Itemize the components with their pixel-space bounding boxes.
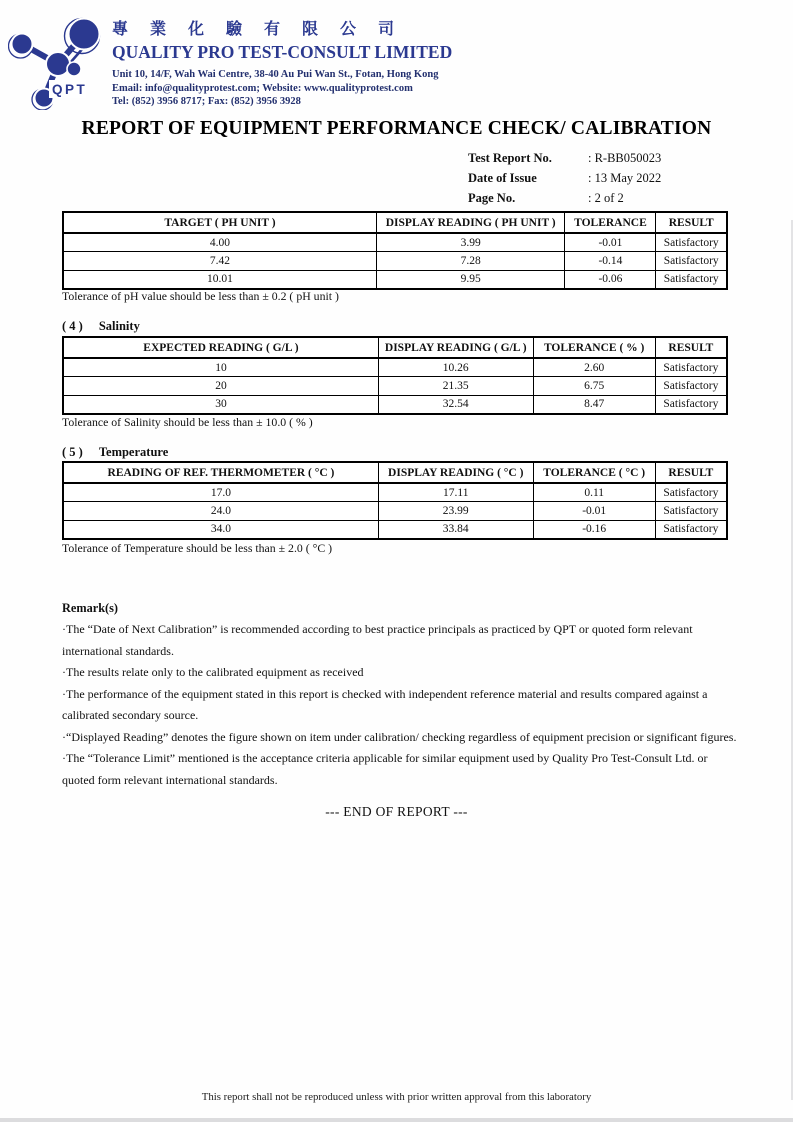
column-header: TOLERANCE ( % ) xyxy=(533,337,655,358)
remark-item: ·The “Date of Next Calibration” is recommended according to best practice principals as practiced by QPT or quoted form relevant international standards. xyxy=(62,622,693,658)
column-header: TOLERANCE ( °C ) xyxy=(533,462,655,483)
column-header: READING OF REF. THERMOMETER ( °C ) xyxy=(63,462,378,483)
company-address: Unit 10, 14/F, Wah Wai Centre, 38-40 Au Pui Wan St., Fotan, Hong Kong xyxy=(112,69,439,80)
ph-calibration-table xyxy=(62,211,728,290)
table-row xyxy=(63,270,727,289)
remark-item: ·The performance of the equipment stated in this report is checked with independent reference material and results compared against a calibrated secondary source. xyxy=(62,686,708,722)
logo-text: QPT xyxy=(52,82,88,97)
table-row xyxy=(63,502,727,521)
table-cell: 10.26 xyxy=(378,358,533,377)
table-cell: Satisfactory xyxy=(655,377,727,396)
section-title: Salinity xyxy=(98,319,140,333)
column-header: DISPLAY READING ( G/L ) xyxy=(378,337,533,358)
table-cell: Satisfactory xyxy=(655,395,727,414)
table-cell: 21.35 xyxy=(378,377,533,396)
company-tel-fax: Tel: (852) 3956 8717; Fax: (852) 3956 3928 xyxy=(112,96,301,107)
remark-item: ·The “Tolerance Limit” mentioned is the acceptance criteria applicable for similar equipment used by Quality Pro Test-Consult Ltd. or quoted form relevant international standards. xyxy=(62,751,708,787)
table-cell: 9.95 xyxy=(376,270,565,289)
table-cell: 2.60 xyxy=(533,358,655,377)
company-email-website: Email: info@qualityprotest.com; Website: www.qualityprotest.com xyxy=(112,82,413,94)
ph-tolerance-footnote: Tolerance of pH value should be less than ± 0.2 ( pH unit ) xyxy=(62,289,339,303)
report-info-row xyxy=(468,168,661,188)
table-cell: 4.00 xyxy=(63,233,376,252)
report-info xyxy=(468,148,661,208)
column-header: RESULT xyxy=(655,462,727,483)
table-header-row xyxy=(63,462,727,483)
column-header: TOLERANCE xyxy=(565,212,656,233)
salinity-section-heading xyxy=(62,319,140,334)
table-row xyxy=(63,358,727,377)
table-cell: 17.0 xyxy=(63,483,378,502)
table-cell: Satisfactory xyxy=(656,270,727,289)
column-header: RESULT xyxy=(656,212,727,233)
section-number: ( 4 ) xyxy=(62,319,83,333)
table-cell: 33.84 xyxy=(378,520,533,539)
end-of-report-marker: --- END OF REPORT --- xyxy=(325,804,468,819)
table-cell: 0.11 xyxy=(533,483,655,502)
table-cell: 23.99 xyxy=(378,502,533,521)
company-contact-block xyxy=(112,68,472,109)
table-cell: Satisfactory xyxy=(655,358,727,377)
column-header: DISPLAY READING ( °C ) xyxy=(378,462,533,483)
table-cell: 3.99 xyxy=(376,233,565,252)
temperature-section-heading xyxy=(62,445,168,460)
table-cell: Satisfactory xyxy=(655,502,727,521)
table-header-row xyxy=(63,337,727,358)
table-row xyxy=(63,377,727,396)
remarks-list xyxy=(62,619,740,791)
scan-edge-artifact xyxy=(0,1118,793,1122)
table-row xyxy=(63,520,727,539)
column-header: EXPECTED READING ( G/L ) xyxy=(63,337,378,358)
table-row xyxy=(63,252,727,271)
column-header: RESULT xyxy=(655,337,727,358)
table-cell: 24.0 xyxy=(63,502,378,521)
report-info-row xyxy=(468,148,661,168)
report-title: REPORT OF EQUIPMENT PERFORMANCE CHECK/ CALIBRATION xyxy=(81,118,712,139)
test-report-no-label: Test Report No. xyxy=(468,150,552,165)
table-cell: 7.28 xyxy=(376,252,565,271)
section-title: Temperature xyxy=(98,445,169,459)
company-name-chinese: 專 業 化 驗 有 限 公 司 xyxy=(112,21,404,38)
remark-item: ·“Displayed Reading” denotes the figure shown on item under calibration/ checking regardless of equipment precision or significant figures. xyxy=(62,729,737,744)
date-of-issue-label: Date of Issue xyxy=(468,170,537,185)
salinity-calibration-table xyxy=(62,336,728,415)
temperature-calibration-table xyxy=(62,461,728,540)
table-cell: 30 xyxy=(63,395,378,414)
table-cell: 6.75 xyxy=(533,377,655,396)
remark-item: ·The results relate only to the calibrated equipment as received xyxy=(62,665,364,679)
page-no-label: Page No. xyxy=(468,190,516,205)
table-cell: -0.01 xyxy=(533,502,655,521)
table-cell: 20 xyxy=(63,377,378,396)
column-header: DISPLAY READING ( PH UNIT ) xyxy=(376,212,565,233)
company-name-english: QUALITY PRO TEST-CONSULT LIMITED xyxy=(112,42,453,62)
table-row xyxy=(63,483,727,502)
column-header: TARGET ( PH UNIT ) xyxy=(63,212,376,233)
table-cell: 10 xyxy=(63,358,378,377)
table-cell: Satisfactory xyxy=(656,233,727,252)
table-row xyxy=(63,395,727,414)
table-cell: 7.42 xyxy=(63,252,376,271)
table-header-row xyxy=(63,212,727,233)
date-of-issue-value: : 13 May 2022 xyxy=(588,170,662,185)
table-cell: 8.47 xyxy=(533,395,655,414)
table-cell: Satisfactory xyxy=(655,520,727,539)
table-cell: -0.14 xyxy=(565,252,656,271)
table-cell: Satisfactory xyxy=(655,483,727,502)
reproduction-notice-footer: This report shall not be reproduced unless with prior written approval from this laboratory xyxy=(201,1091,592,1103)
page-no-value: : 2 of 2 xyxy=(588,190,624,205)
table-cell: 10.01 xyxy=(63,270,376,289)
table-cell: -0.01 xyxy=(565,233,656,252)
table-cell: 17.11 xyxy=(378,483,533,502)
table-row xyxy=(63,233,727,252)
letterhead xyxy=(112,16,472,109)
temperature-tolerance-footnote: Tolerance of Temperature should be less than ± 2.0 ( °C ) xyxy=(62,541,333,555)
salinity-tolerance-footnote: Tolerance of Salinity should be less than ± 10.0 ( % ) xyxy=(62,415,313,429)
test-report-no-value: : R-BB050023 xyxy=(588,150,662,165)
table-cell: Satisfactory xyxy=(656,252,727,271)
report-info-row xyxy=(468,188,661,208)
section-number: ( 5 ) xyxy=(62,445,83,459)
table-cell: -0.06 xyxy=(565,270,656,289)
table-cell: -0.16 xyxy=(533,520,655,539)
qpt-molecule-logo-icon xyxy=(8,8,108,110)
table-cell: 32.54 xyxy=(378,395,533,414)
table-cell: 34.0 xyxy=(63,520,378,539)
remarks-heading: Remark(s) xyxy=(62,601,119,615)
